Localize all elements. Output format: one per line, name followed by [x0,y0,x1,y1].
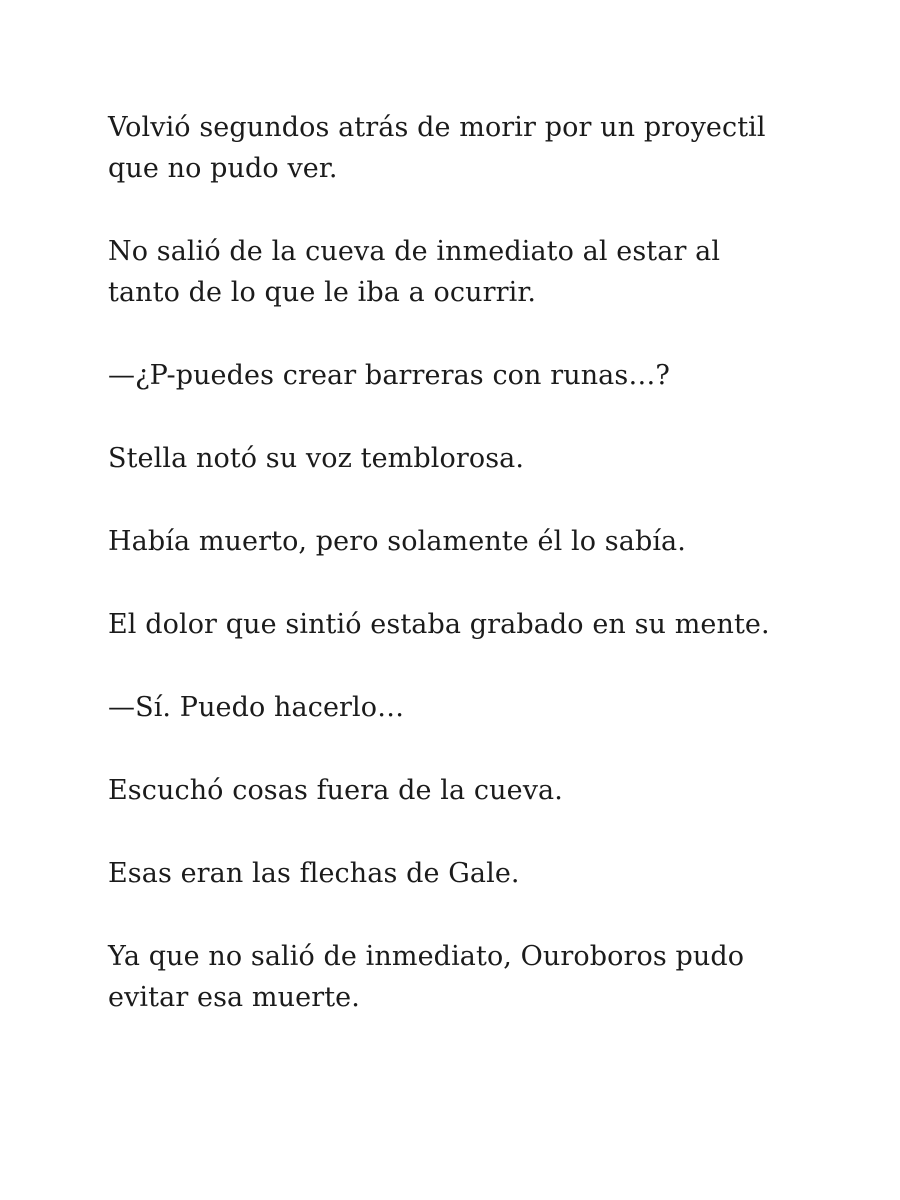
paragraph-line: —Sí. Puedo hacerlo… [108,692,405,723]
paragraph-line: tanto de lo que le iba a ocurrir. [108,277,537,308]
paragraph-7 [108,687,808,728]
paragraph-9 [108,853,808,894]
paragraph-line: evitar esa muerte. [108,982,360,1013]
paragraph-5 [108,521,808,562]
paragraph-10 [108,936,808,1018]
paragraph-line: —¿P-puedes crear barreras con runas…? [108,360,671,391]
paragraph-2 [108,231,808,313]
paragraph-line: Esas eran las flechas de Gale. [108,858,520,889]
paragraph-8 [108,770,808,811]
paragraph-line: No salió de la cueva de inmediato al estar al [108,236,721,267]
paragraph-line: Escuchó cosas fuera de la cueva. [108,775,563,806]
paragraph-1 [108,107,808,189]
story-text [108,107,808,1060]
paragraph-line: Había muerto, pero solamente él lo sabía. [108,526,686,557]
paragraph-4 [108,438,808,479]
paragraph-line: Ya que no salió de inmediato, Ouroboros pudo [108,941,745,972]
paragraph-6 [108,604,808,645]
paragraph-line: Volvió segundos atrás de morir por un proyectil [108,112,766,143]
paragraph-3 [108,355,808,396]
paragraph-line: que no pudo ver. [108,153,338,184]
paragraph-line: El dolor que sintió estaba grabado en su mente. [108,609,770,640]
paragraph-line: Stella notó su voz temblorosa. [108,443,525,474]
